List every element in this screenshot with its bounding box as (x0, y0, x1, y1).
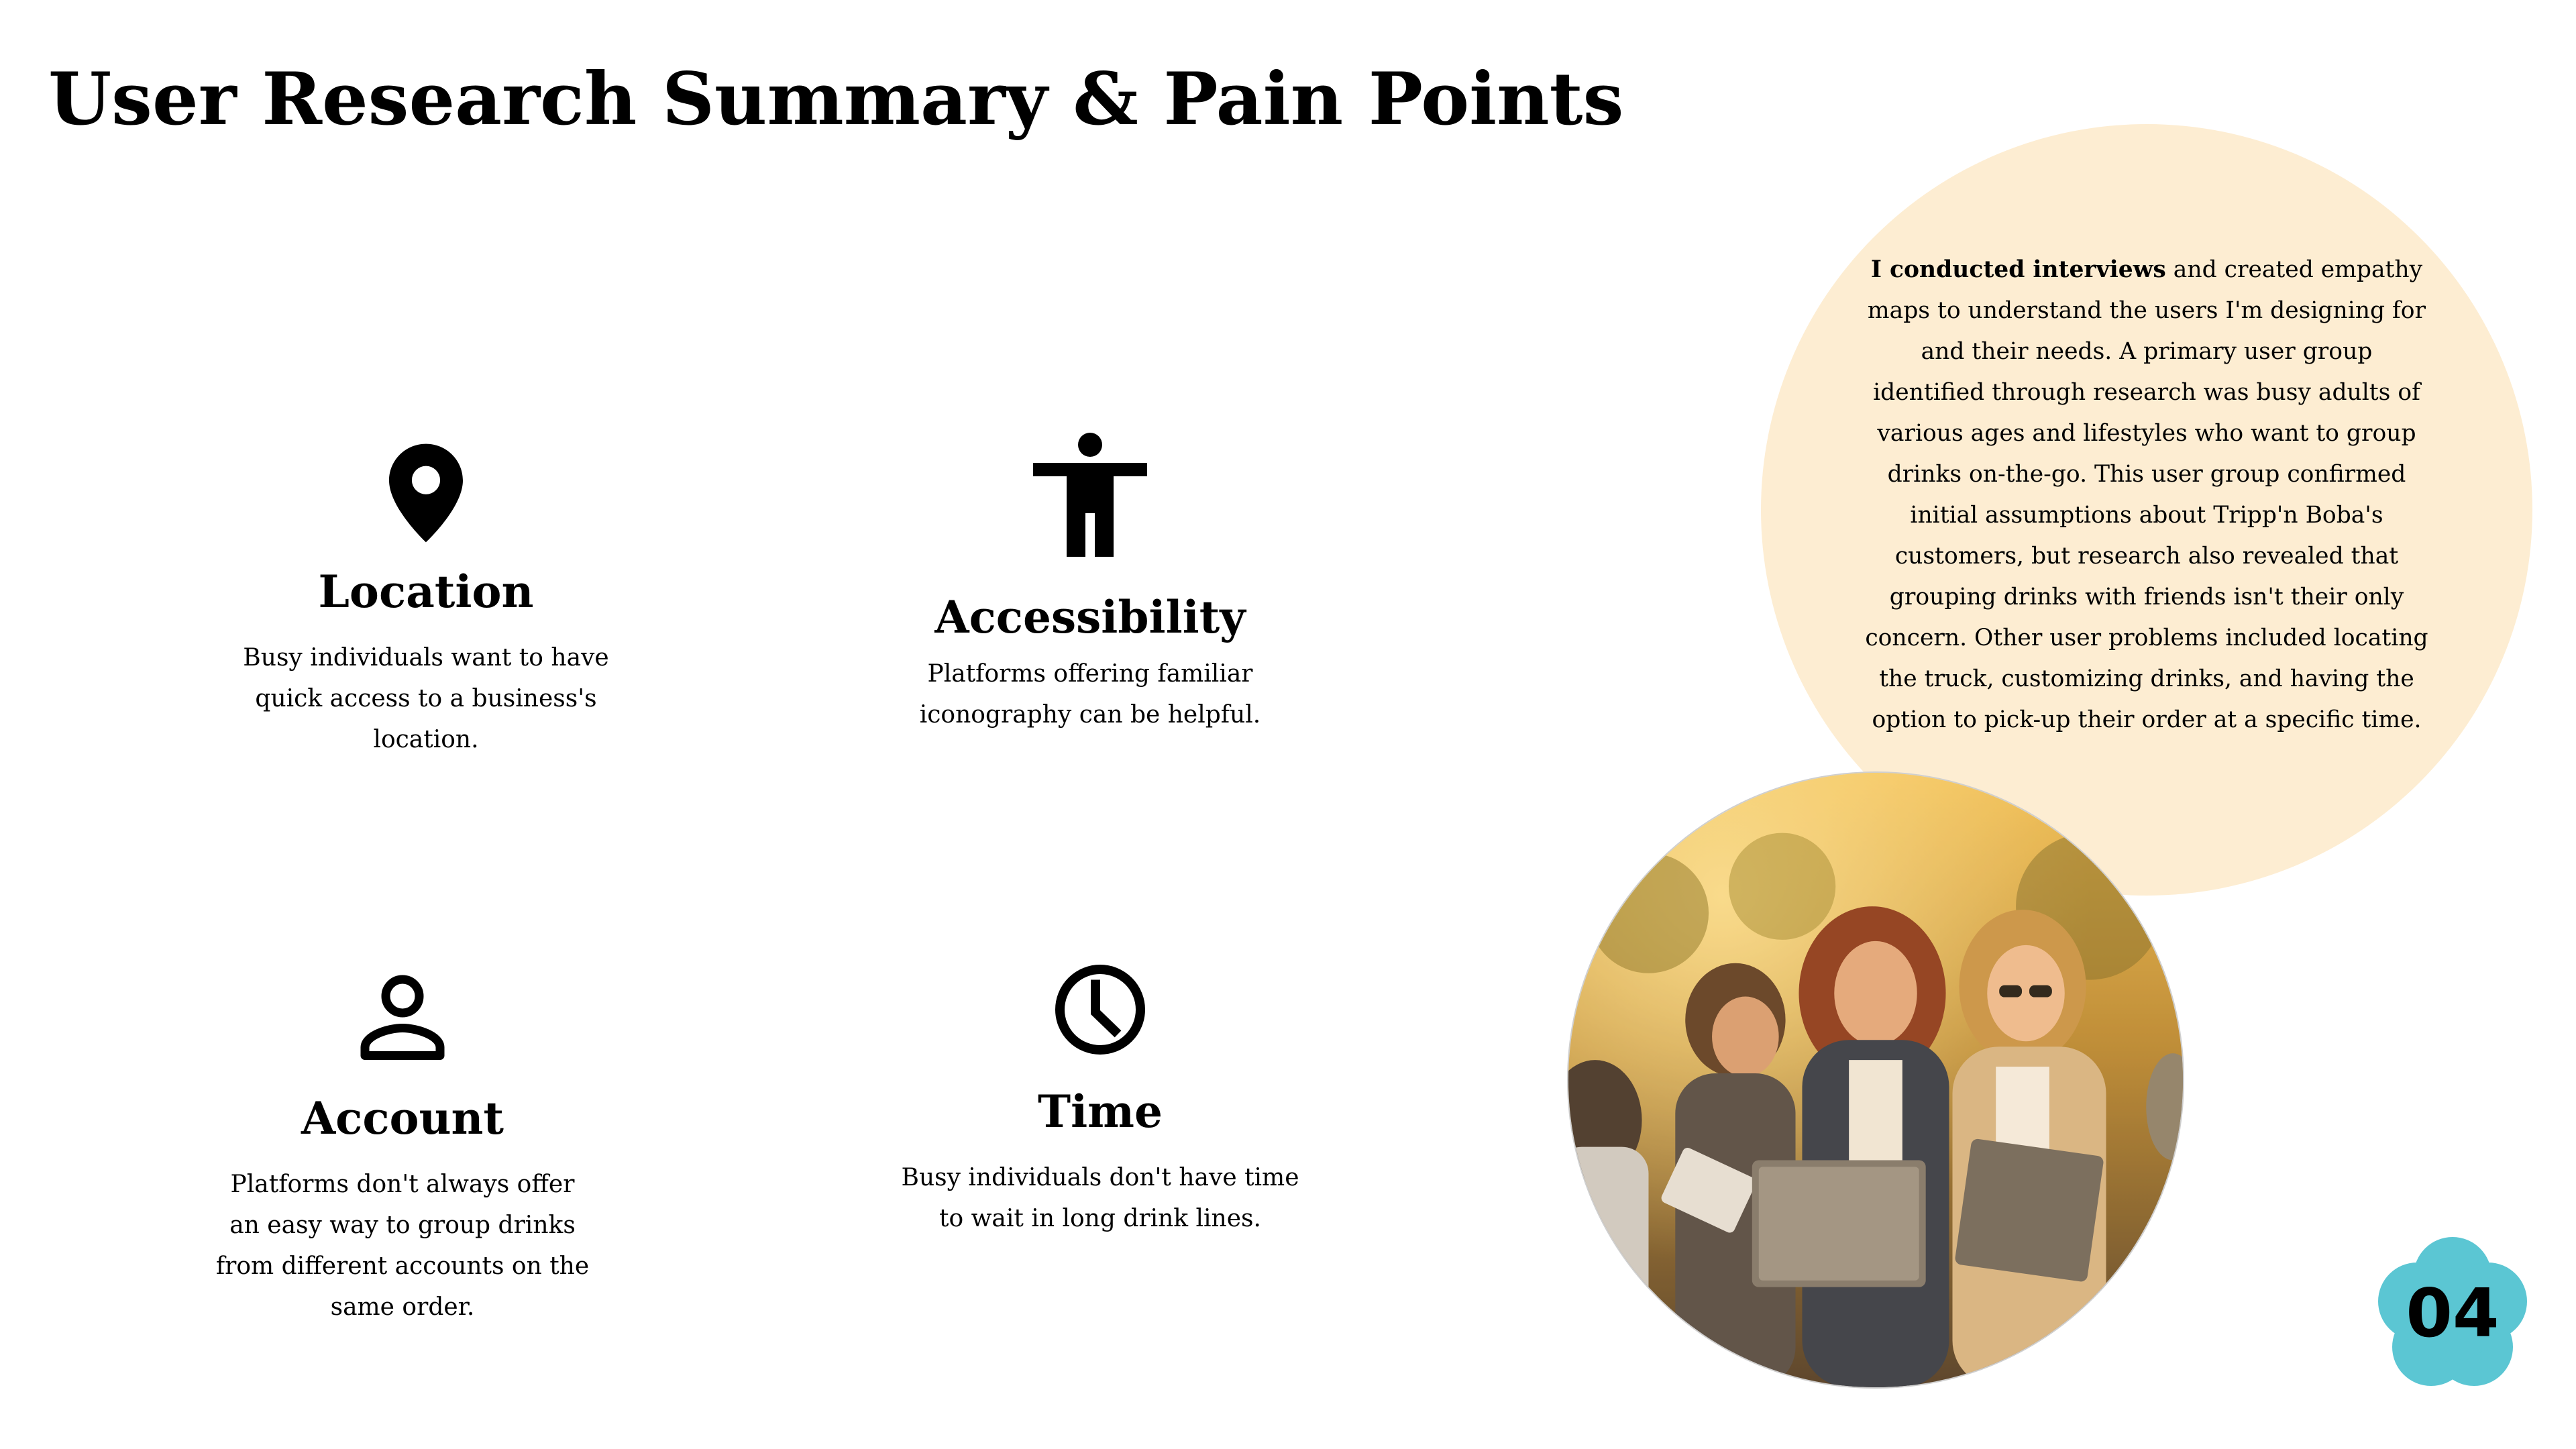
clock-icon (1053, 963, 1147, 1057)
location-pin-icon (389, 443, 463, 543)
pain-point-description: Busy individuals don't have time to wait in long drink lines. (901, 1164, 1299, 1232)
summary-body: and created empathy maps to understand the users I'm designing for and their needs. A primary user group identified through research was busy adults of various ages and lifestyles who want to group drinks on-the-go. This user group confirmed initial assumptions about Tripp'n Boba's customers, but research also revealed that grouping drinks with friends isn't their only concern. Other user problems included locating the truck, customizing drinks, and having the option to pick-up their order at a specific time. (1865, 256, 2428, 733)
research-summary (1865, 250, 2428, 741)
account-person-icon (359, 973, 446, 1060)
page-number-badge (2373, 1234, 2532, 1393)
pain-point-heading: Account (301, 1092, 504, 1144)
accessibility-person-icon (1033, 433, 1147, 557)
pain-point-description: Platforms don't always offer an easy way to group drinks from different accounts on the same order. (215, 1171, 590, 1321)
pain-point-account (168, 973, 637, 1328)
pain-point-heading: Accessibility (934, 591, 1246, 643)
pain-point-time (865, 963, 1335, 1239)
group-of-young-people-with-laptops-photo (1567, 771, 2184, 1389)
pain-point-heading: Location (318, 566, 534, 618)
pain-point-accessibility (855, 433, 1325, 735)
pain-point-description: Busy individuals want to have quick access to a business's location. (243, 644, 609, 753)
pain-point-location (191, 443, 661, 760)
page-number: 04 (2406, 1274, 2500, 1352)
summary-emphasis: I conducted interviews (1870, 256, 2166, 283)
page-title: User Research Summary & Pain Points (48, 57, 1624, 142)
pain-point-heading: Time (1037, 1085, 1163, 1138)
pain-point-description: Platforms offering familiar iconography can be helpful. (919, 660, 1261, 729)
